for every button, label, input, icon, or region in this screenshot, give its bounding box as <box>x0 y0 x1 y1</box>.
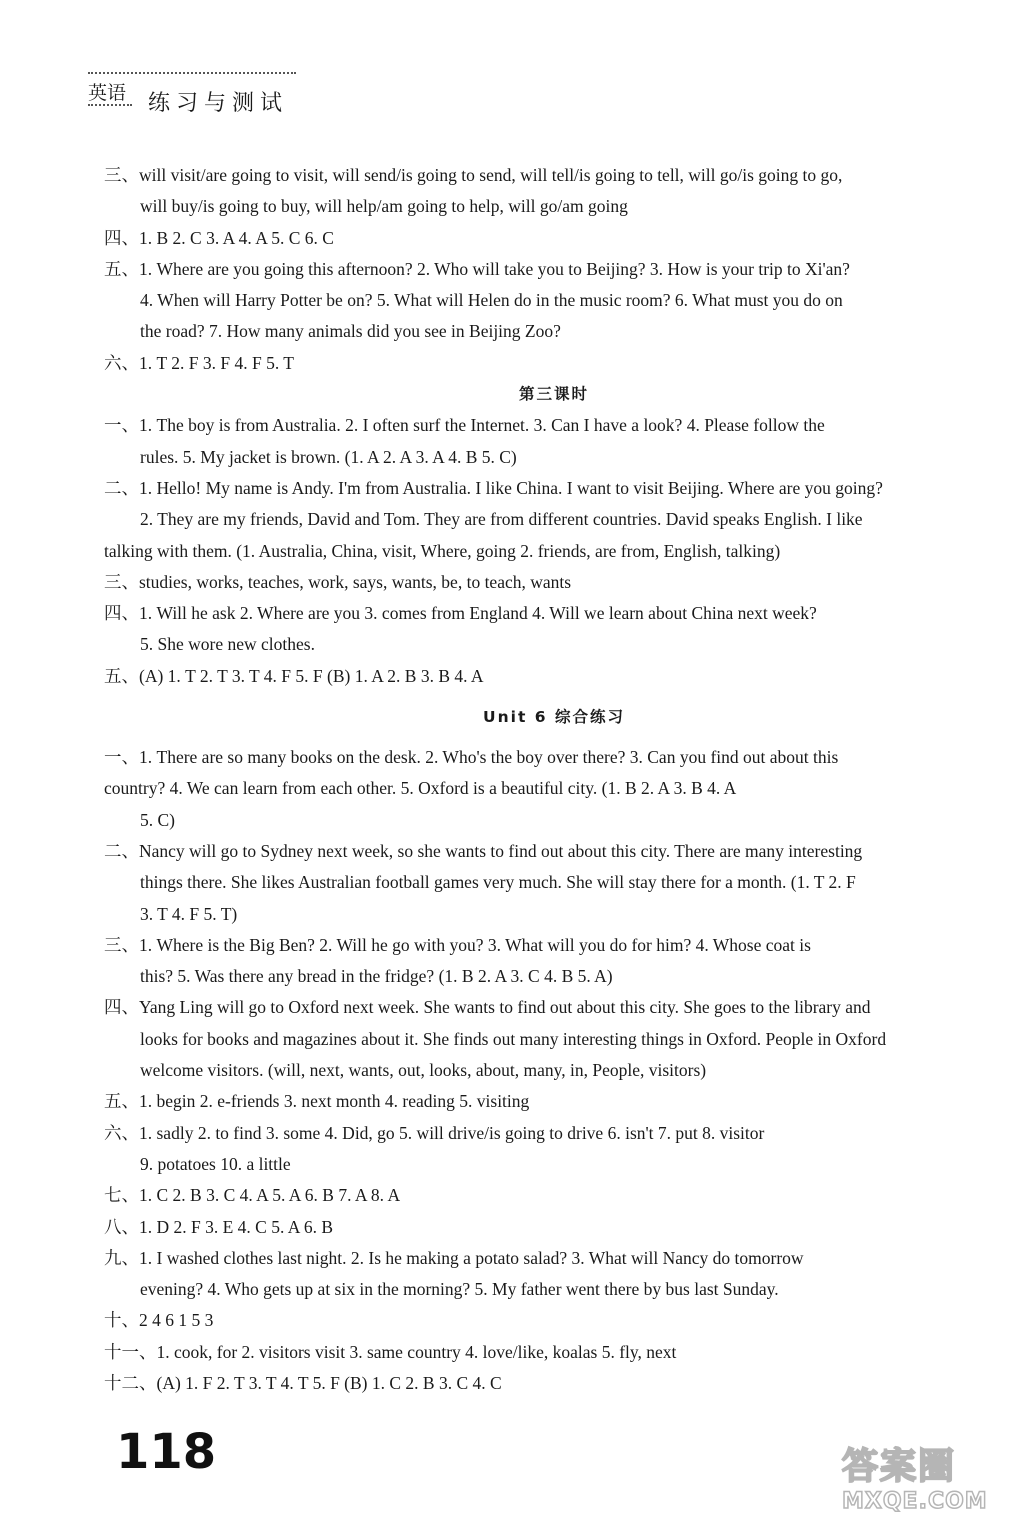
answer-line: 十二、(A) 1. F 2. T 3. T 4. T 5. F (B) 1. C 2. B 3. C 4. C <box>104 1372 502 1393</box>
answer-line: 三、1. Where is the Big Ben? 2. Will he go with you? 3. What will you do for him? 4. Whose coat is <box>104 934 811 955</box>
page-number: 118 <box>116 1424 217 1480</box>
watermark <box>842 1438 1032 1528</box>
answer-line: 十一、1. cook, for 2. visitors visit 3. same country 4. love/like, koalas 5. fly, next <box>104 1341 677 1362</box>
lesson3-title: 第三课时 <box>518 385 589 404</box>
answer-line: 一、1. There are so many books on the desk. 2. Who's the boy over there? 3. Can you find out about this <box>104 747 839 768</box>
answer-line: 十、2 4 6 1 5 3 <box>104 1310 214 1331</box>
answer-line: rules. 5. My jacket is brown. (1. A 2. A 3. A 4. B 5. C) <box>140 446 517 467</box>
answer-line: 3. T 4. F 5. T) <box>140 903 238 924</box>
answer-line: welcome visitors. (will, next, wants, out, looks, about, many, in, People, visitors) <box>140 1060 707 1081</box>
header-dotted-rule <box>88 72 296 74</box>
answer-line: 五、1. begin 2. e-friends 3. next month 4. reading 5. visiting <box>104 1091 530 1112</box>
answer-line: talking with them. (1. Australia, China, visit, Where, going 2. friends, are from, English, talking) <box>104 540 781 561</box>
answer-line: 八、1. D 2. F 3. E 4. C 5. A 6. B <box>104 1216 333 1237</box>
answer-line: 四、1. B 2. C 3. A 4. A 5. C 6. C <box>104 227 334 248</box>
series-title: 练习与测试 <box>148 91 289 116</box>
answer-line: 9. potatoes 10. a little <box>140 1153 291 1174</box>
answer-line: 六、1. sadly 2. to find 3. some 4. Did, go 5. will drive/is going to drive 6. isn't 7. put 8. visitor <box>104 1122 765 1143</box>
page-header <box>88 72 298 122</box>
subject-underline <box>88 104 132 106</box>
answer-line: 四、1. Will he ask 2. Where are you 3. comes from England 4. Will we learn about China next week? <box>104 603 817 624</box>
answer-line: 二、1. Hello! My name is Andy. I'm from Australia. I like China. I want to visit Beijing. Where are you going? <box>104 477 883 498</box>
answer-line: 4. When will Harry Potter be on? 5. What will Helen do in the music room? 6. What must you do on <box>140 290 843 311</box>
answer-line: evening? 4. Who gets up at six in the morning? 5. My father went there by bus last Sunday. <box>140 1279 779 1300</box>
answer-line: will buy/is going to buy, will help/am going to help, will go/am going <box>140 196 628 217</box>
answer-line: looks for books and magazines about it. She finds out many interesting things in Oxford. People in Oxford <box>140 1028 887 1049</box>
answer-line: 5. C) <box>140 809 175 830</box>
watermark-url: MXQE.COM <box>842 1489 988 1514</box>
answer-line: 七、1. C 2. B 3. C 4. A 5. A 6. B 7. A 8. A <box>104 1185 401 1206</box>
answer-line: the road? 7. How many animals did you see in Beijing Zoo? <box>140 321 561 342</box>
answer-line: 六、1. T 2. F 3. F 4. F 5. T <box>104 352 294 373</box>
subject-label: 英语 <box>88 82 127 104</box>
answer-line: country? 4. We can learn from each other. 5. Oxford is a beautiful city. (1. B 2. A 3. B 4. A <box>104 778 737 799</box>
answer-line: 九、1. I washed clothes last night. 2. Is he making a potato salad? 3. What will Nancy do tomorrow <box>104 1247 804 1268</box>
answer-line: 五、1. Where are you going this afternoon? 2. Who will take you to Beijing? 3. How is your trip to Xi'an? <box>104 258 850 279</box>
answer-line: 五、(A) 1. T 2. T 3. T 4. F 5. F (B) 1. A 2. B 3. B 4. A <box>104 665 484 686</box>
answer-content <box>104 160 1004 1399</box>
answer-line: this? 5. Was there any bread in the fridge? (1. B 2. A 3. C 4. B 5. A) <box>140 966 613 987</box>
answer-line: things there. She likes Australian football games very much. She will stay there for a month. (1. T 2. F <box>140 872 856 893</box>
watermark-logo: 答案圈 <box>842 1446 957 1487</box>
answer-line: 二、Nancy will go to Sydney next week, so she wants to find out about this city. There are many interesting <box>104 840 863 861</box>
answer-line: 一、1. The boy is from Australia. 2. I often surf the Internet. 3. Can I have a look? 4. Please follow the <box>104 415 825 436</box>
answer-line: 三、studies, works, teaches, work, says, wants, be, to teach, wants <box>104 571 572 592</box>
answer-line: 三、will visit/are going to visit, will send/is going to send, will tell/is going to tell, will go/is going to go, <box>104 165 843 185</box>
answer-line: 5. She wore new clothes. <box>140 634 315 655</box>
unit6-title: Unit 6 综合练习 <box>483 708 625 727</box>
answer-line: 2. They are my friends, David and Tom. They are from different countries. David speaks English. I like <box>140 509 863 530</box>
answer-line: 四、Yang Ling will go to Oxford next week. She wants to find out about this city. She goes to the library and <box>104 997 871 1018</box>
